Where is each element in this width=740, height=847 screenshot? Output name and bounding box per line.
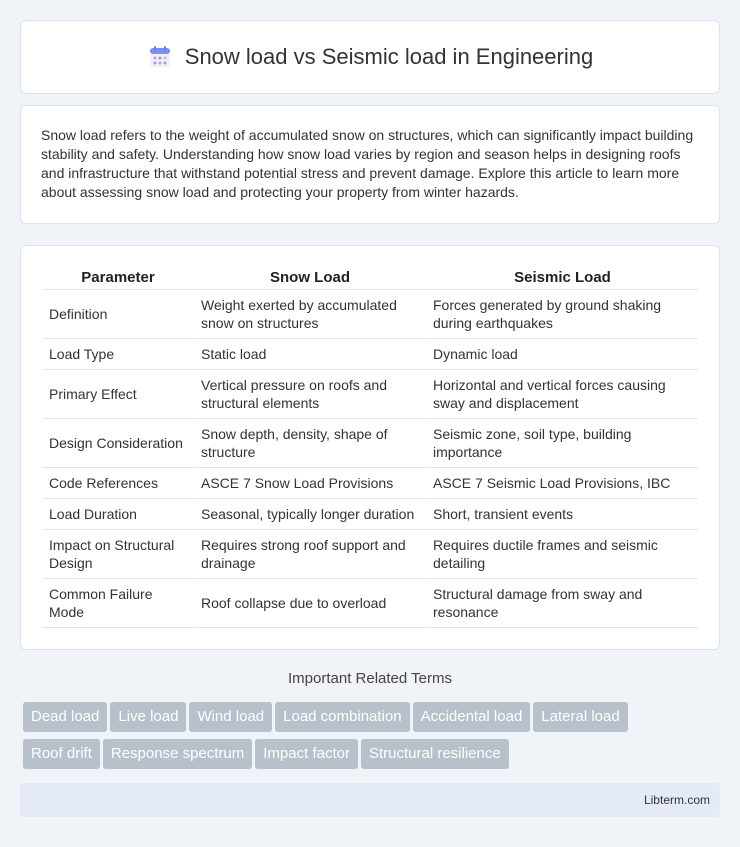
table-cell: Seasonal, typically longer duration — [193, 499, 425, 530]
table-row — [43, 579, 698, 628]
header-card — [20, 20, 720, 94]
table-cell: Short, transient events — [425, 499, 698, 530]
related-term-tag[interactable]: Wind load — [189, 702, 272, 732]
page-title: Snow load vs Seismic load in Engineering — [184, 44, 594, 69]
table-row — [43, 468, 698, 499]
related-term-tag[interactable]: Response spectrum — [103, 739, 252, 769]
table-cell: ASCE 7 Seismic Load Provisions, IBC — [425, 468, 698, 499]
table-cell: Forces generated by ground shaking during earthquakes — [425, 290, 698, 339]
related-term-tag[interactable]: Live load — [110, 702, 186, 732]
table-cell: Requires strong roof support and drainage — [193, 530, 425, 579]
related-terms-title: Important Related Terms — [288, 670, 452, 687]
comparison-table-card — [20, 245, 720, 650]
table-cell: Impact on Structural Design — [43, 530, 193, 579]
table-row — [43, 419, 698, 468]
table-row — [43, 290, 698, 339]
footer-site-link[interactable]: Libterm.com — [643, 793, 710, 807]
table-cell: Primary Effect — [43, 370, 193, 419]
related-terms-list — [23, 702, 723, 776]
table-row — [43, 370, 698, 419]
related-term-tag[interactable]: Lateral load — [533, 702, 627, 732]
intro-card — [20, 105, 720, 224]
table-cell: ASCE 7 Snow Load Provisions — [193, 468, 425, 499]
related-term-tag[interactable]: Accidental load — [413, 702, 531, 732]
related-term-tag[interactable]: Load combination — [275, 702, 409, 732]
intro-text: Snow load refers to the weight of accumulated snow on structures, which can significantly impact building stability and safety. Understanding how snow load varies by region and season helps in designing roofs and infrastructure that withstand potential stress and prevent damage. Explore this article to learn more about assessing snow load and protecting your property from winter hazards. — [41, 127, 694, 200]
related-term-tag[interactable]: Dead load — [23, 702, 107, 732]
table-cell: Code References — [43, 468, 193, 499]
table-cell: Design Consideration — [43, 419, 193, 468]
column-header-parameter: Parameter — [43, 266, 193, 290]
table-cell: Seismic zone, soil type, building importance — [425, 419, 698, 468]
table-cell: Dynamic load — [425, 339, 698, 370]
related-term-tag[interactable]: Roof drift — [23, 739, 100, 769]
related-term-tag[interactable]: Impact factor — [255, 739, 358, 769]
table-cell: Vertical pressure on roofs and structural elements — [193, 370, 425, 419]
table-cell: Snow depth, density, shape of structure — [193, 419, 425, 468]
table-row — [43, 530, 698, 579]
column-header-seismic-load: Seismic Load — [425, 266, 698, 290]
column-header-snow-load: Snow Load — [193, 266, 425, 290]
table-cell: Load Type — [43, 339, 193, 370]
related-term-tag[interactable]: Structural resilience — [361, 739, 509, 769]
calendar-grid-icon — [147, 44, 173, 70]
table-header-row — [43, 266, 698, 290]
table-cell: Structural damage from sway and resonance — [425, 579, 698, 628]
table-cell: Horizontal and vertical forces causing sway and displacement — [425, 370, 698, 419]
table-row — [43, 499, 698, 530]
table-cell: Common Failure Mode — [43, 579, 193, 628]
comparison-table — [43, 266, 698, 628]
table-cell: Weight exerted by accumulated snow on structures — [193, 290, 425, 339]
table-cell: Requires ductile frames and seismic detailing — [425, 530, 698, 579]
table-cell: Load Duration — [43, 499, 193, 530]
table-row — [43, 339, 698, 370]
footer — [20, 783, 720, 817]
table-cell: Static load — [193, 339, 425, 370]
table-cell: Definition — [43, 290, 193, 339]
table-cell: Roof collapse due to overload — [193, 579, 425, 628]
